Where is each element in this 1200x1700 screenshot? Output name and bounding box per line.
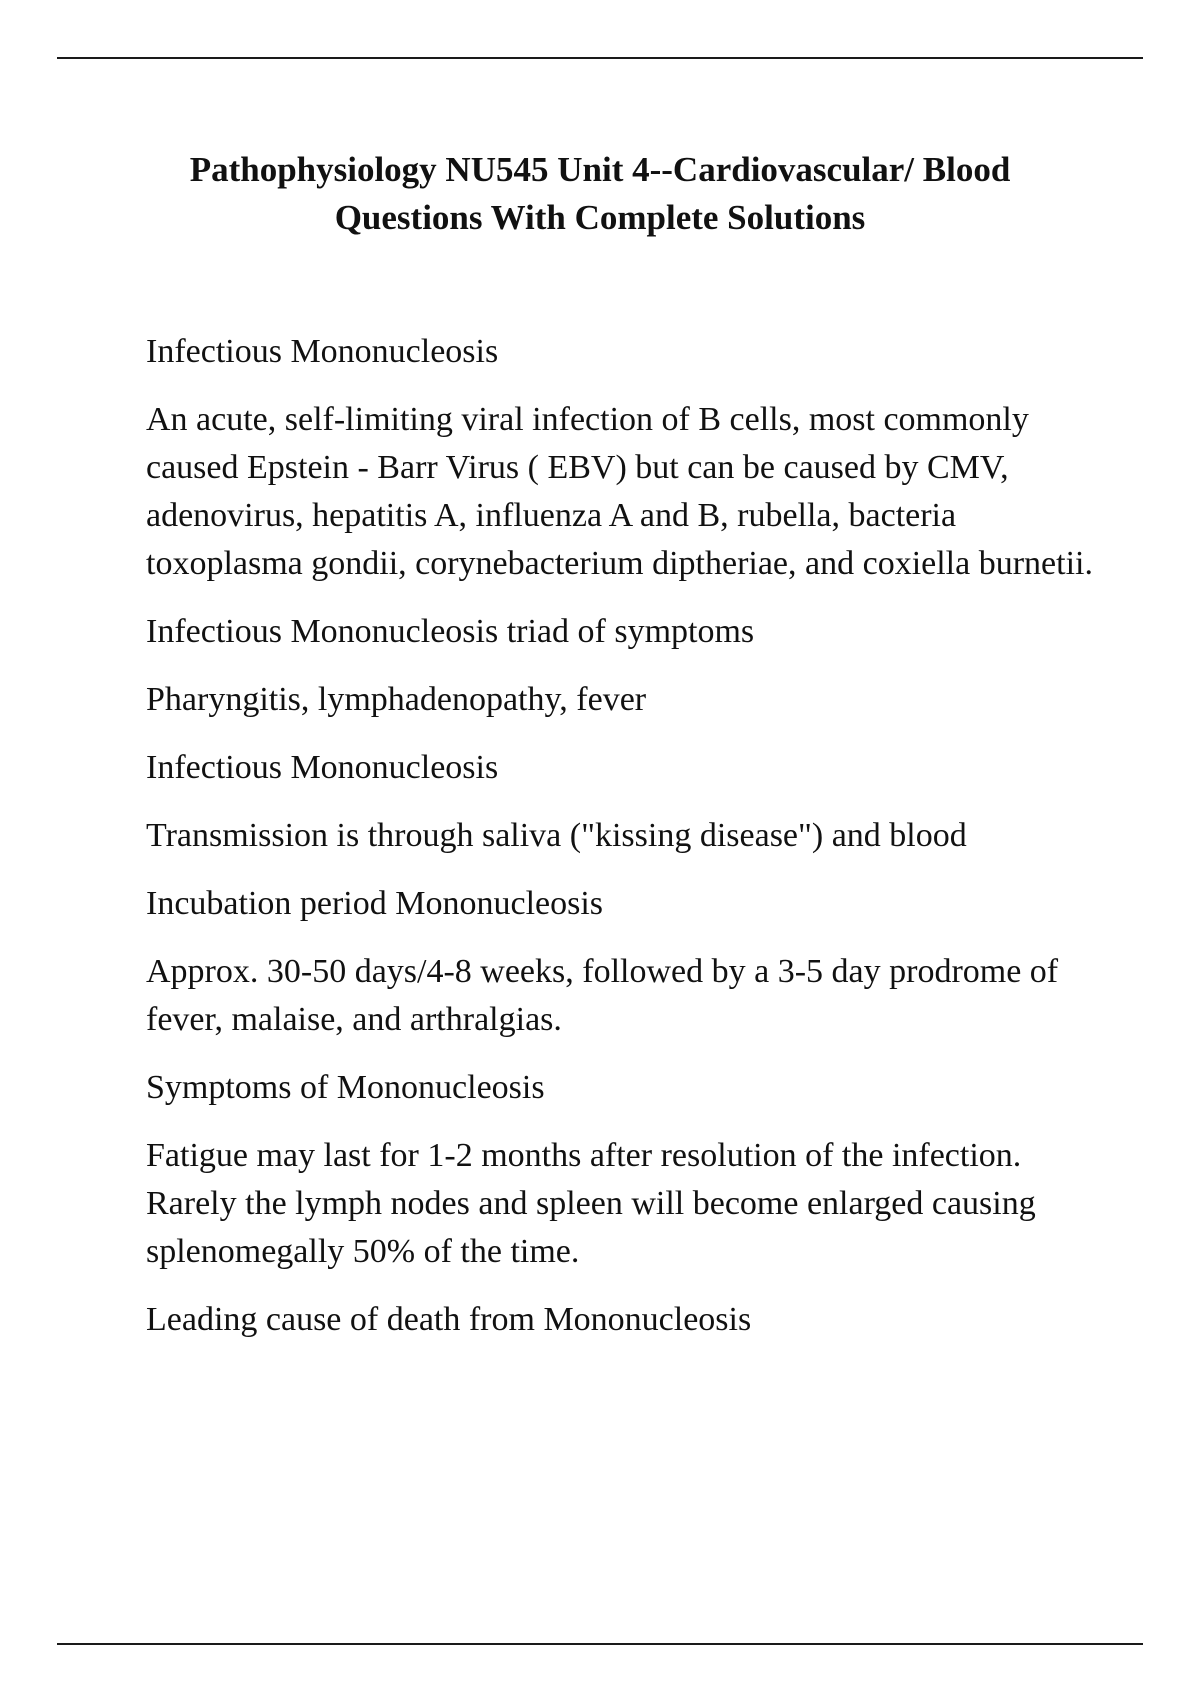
term-symptoms: Symptoms of Mononucleosis — [146, 1069, 545, 1106]
document-title-line-1: Pathophysiology NU545 Unit 4--Cardiovascular/ Blood — [189, 150, 1011, 189]
definition-infectious-mononucleosis: An acute, self-limiting viral infection of B cells, most commonly caused Epstein - Barr Virus ( EBV) but can be caused by CMV, adenovirus, hepatitis A, influenza A and B, rubella, bacteria toxoplasma gondii, corynebacterium diptheriae, and coxiella burnetii. — [146, 401, 1093, 582]
document-body — [146, 328, 1106, 1364]
document-title-line-2: Questions With Complete Solutions — [334, 198, 866, 237]
term-leading-cause-of-death: Leading cause of death from Mononucleosis — [146, 1301, 752, 1338]
definition-transmission: Transmission is through saliva ("kissing disease") and blood — [146, 817, 967, 854]
term-infectious-mononucleosis: Infectious Mononucleosis — [146, 333, 499, 370]
top-divider — [57, 57, 1143, 59]
term-incubation-period: Incubation period Mononucleosis — [146, 885, 604, 922]
definition-triad-of-symptoms: Pharyngitis, lymphadenopathy, fever — [146, 681, 647, 718]
definition-incubation-period: Approx. 30-50 days/4-8 weeks, followed by a 3-5 day prodrome of fever, malaise, and arthralgias. — [146, 953, 1059, 1038]
bottom-divider — [57, 1643, 1143, 1645]
document-title — [120, 146, 1080, 242]
term-infectious-mononucleosis-transmission: Infectious Mononucleosis — [146, 749, 499, 786]
term-triad-of-symptoms: Infectious Mononucleosis triad of symptoms — [146, 613, 755, 650]
definition-symptoms: Fatigue may last for 1-2 months after resolution of the infection. Rarely the lymph nodes and spleen will become enlarged causing splenomegally 50% of the time. — [146, 1137, 1036, 1270]
